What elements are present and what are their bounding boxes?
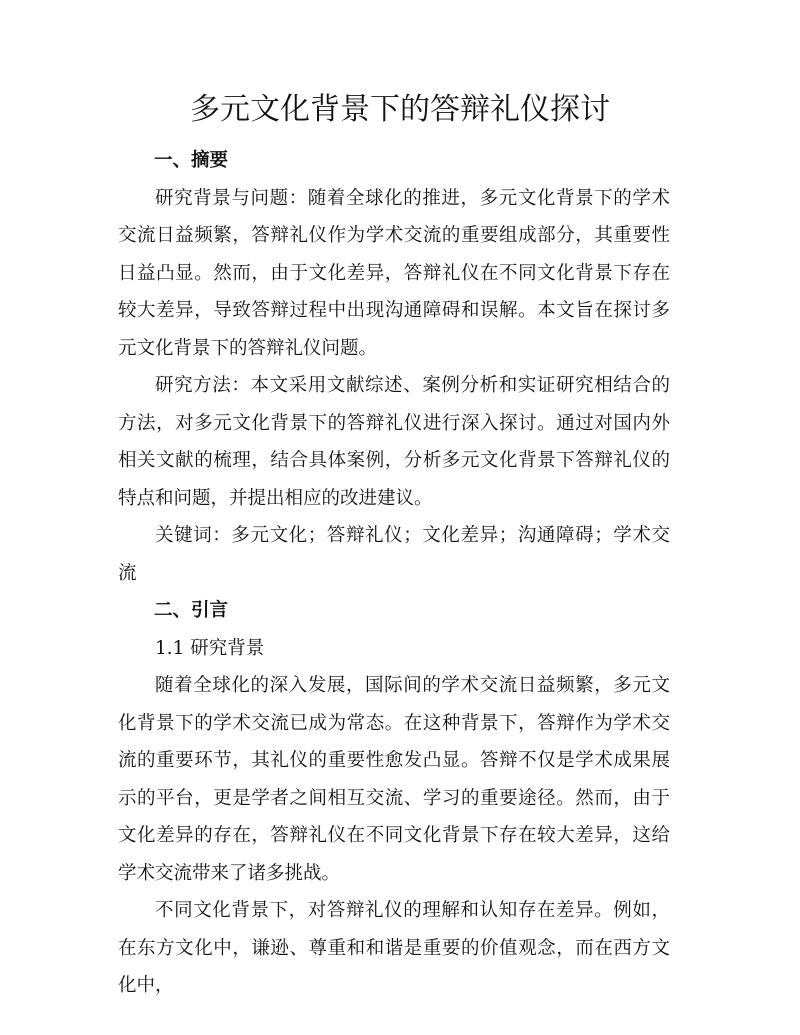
section-heading-introduction: 二、引言	[154, 600, 229, 621]
document-title: 多元文化背景下的答辩礼仪探讨	[190, 92, 610, 127]
document-body	[118, 142, 670, 1005]
abstract-method-paragraph: 研究方法：本文采用文献综述、案例分析和实证研究相结合的方法，对多元文化背景下的答辩礼仪进行深入探讨。通过对国内外相关文献的梳理，结合具体案例，分析多元文化背景下答辩礼仪的特点和问题，并提出相应的改进建议。	[118, 375, 670, 509]
subsection-heading-research-background: 1.1 研究背景	[155, 637, 265, 659]
introduction-paragraph-1: 随着全球化的深入发展，国际间的学术交流日益频繁，多元文化背景下的学术交流已成为常态。在这种背景下，答辩作为学术交流的重要环节，其礼仪的重要性愈发凸显。答辩不仅是学术成果展示的平台，更是学者之间相互交流、学习的重要途径。然而，由于文化差异的存在，答辩礼仪在不同文化背景下存在较大差异，这给学术交流带来了诸多挑战。	[118, 675, 670, 884]
keywords-line: 关键词：多元文化；答辩礼仪；文化差异；沟通障碍；学术交流	[118, 525, 670, 584]
section-heading-abstract: 一、摘要	[154, 150, 229, 171]
introduction-paragraph-2: 不同文化背景下，对答辩礼仪的理解和认知存在差异。例如，在东方文化中，谦逊、尊重和和谐是重要的价值观念，而在西方文化中，	[118, 900, 670, 996]
abstract-background-paragraph: 研究背景与问题：随着全球化的推进，多元文化背景下的学术交流日益频繁，答辩礼仪作为学术交流的重要组成部分，其重要性日益凸显。然而，由于文化差异，答辩礼仪在不同文化背景下存在较大差异，导致答辩过程中出现沟通障碍和误解。本文旨在探讨多元文化背景下的答辩礼仪问题。	[118, 187, 670, 359]
